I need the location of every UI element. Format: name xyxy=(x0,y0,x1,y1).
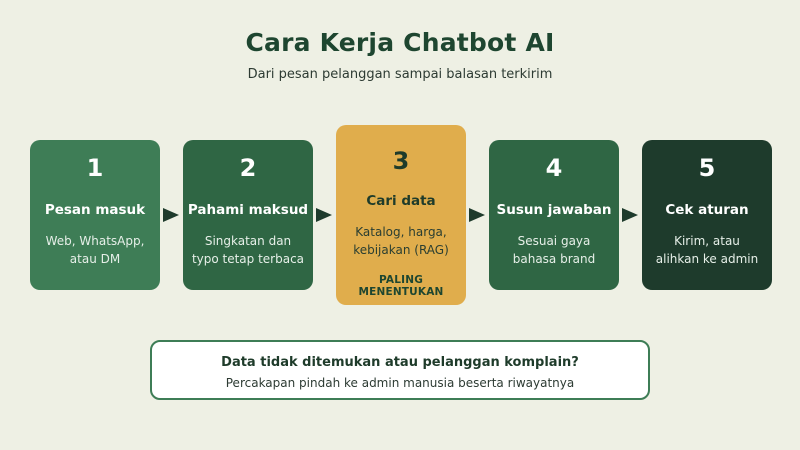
step-description xyxy=(189,232,307,268)
step-label: Cari data xyxy=(366,193,436,209)
step-card-3 xyxy=(336,125,466,305)
step-description-line: atau DM xyxy=(69,252,121,266)
step-description-line: alihkan ke admin xyxy=(655,252,759,266)
step-label: Pesan masuk xyxy=(44,202,146,218)
step-description xyxy=(342,223,460,259)
fallback-note-title: Data tidak ditemukan atau pelanggan komplain? xyxy=(221,355,579,370)
step-number: 3 xyxy=(392,147,410,175)
step-card-1 xyxy=(30,140,160,290)
step-description-line: Katalog, harga, xyxy=(355,225,447,239)
step-label: Pahami maksud xyxy=(187,202,309,218)
step-card-5 xyxy=(642,140,772,290)
step-description-line: bahasa brand xyxy=(512,252,596,266)
step-description-line: Web, WhatsApp, xyxy=(45,234,145,248)
arrow-right-icon xyxy=(316,208,332,222)
arrow-right-icon xyxy=(469,208,485,222)
step-number: 1 xyxy=(86,154,104,182)
step-badge: PALING MENENTUKAN xyxy=(358,274,444,298)
page-subtitle: Dari pesan pelanggan sampai balasan terkirim xyxy=(247,67,553,82)
step-card-4 xyxy=(489,140,619,290)
step-card-2 xyxy=(183,140,313,290)
step-description-line: typo tetap terbaca xyxy=(191,252,305,266)
step-description-line: kebijakan (RAG) xyxy=(353,243,449,257)
step-description-line: Singkatan dan xyxy=(204,234,292,248)
step-description xyxy=(648,232,766,268)
page-title: Cara Kerja Chatbot AI xyxy=(245,28,555,57)
step-description xyxy=(495,232,613,268)
step-number: 2 xyxy=(239,154,257,182)
arrow-right-icon xyxy=(622,208,638,222)
step-number: 4 xyxy=(545,154,563,182)
step-label: Cek aturan xyxy=(665,202,749,218)
step-number: 5 xyxy=(698,154,716,182)
fallback-note xyxy=(150,340,650,400)
step-label: Susun jawaban xyxy=(496,202,612,218)
fallback-note-description: Percakapan pindah ke admin manusia beserta riwayatnya xyxy=(225,376,575,390)
step-description xyxy=(36,232,154,268)
step-description-line: Sesuai gaya xyxy=(517,234,591,248)
arrow-right-icon xyxy=(163,208,179,222)
step-description-line: Kirim, atau xyxy=(674,234,740,248)
